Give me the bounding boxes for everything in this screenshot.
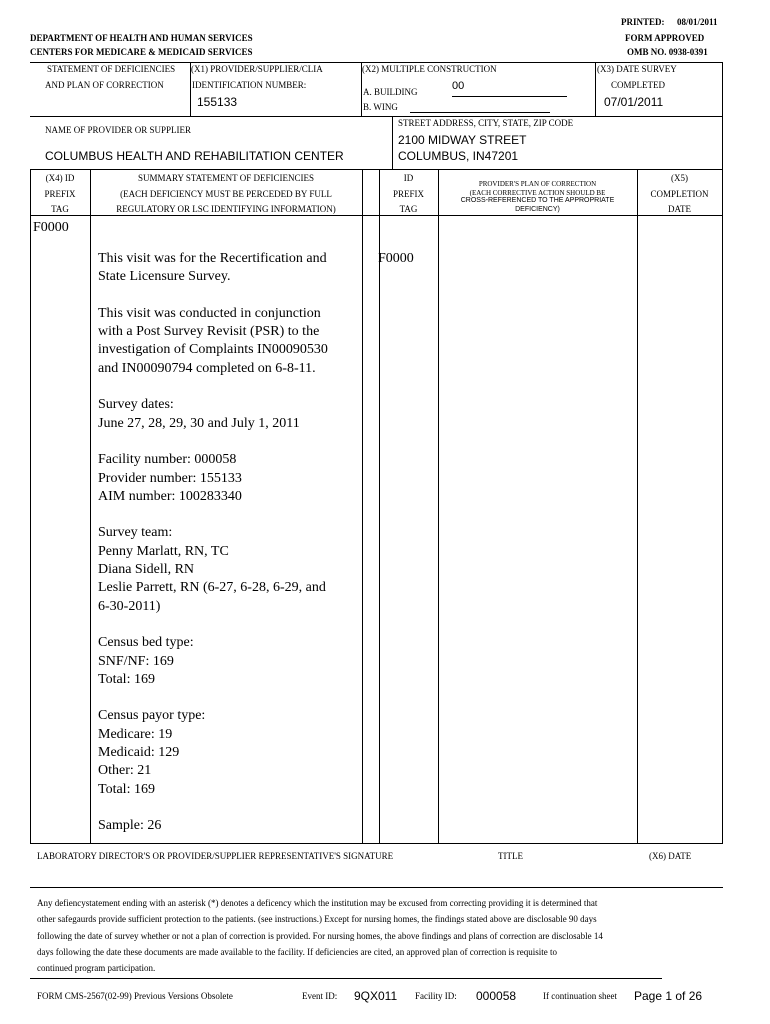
text-line: State Licensure Survey. <box>98 269 231 285</box>
text-paragraph <box>98 451 360 506</box>
rule-h <box>30 169 723 170</box>
director-signature-label: LABORATORY DIRECTOR'S OR PROVIDER/SUPPLIER REPRESENTATIVE'S SIGNATURE <box>37 851 394 861</box>
text-line: Census payor type: <box>98 708 206 724</box>
printed-date: 08/01/2011 <box>677 17 718 27</box>
provider-name-value: COLUMBUS HEALTH AND REHABILITATION CENTER <box>45 149 344 163</box>
rule-v <box>637 169 638 843</box>
facility-id-label: Facility ID: <box>415 991 457 1001</box>
building-underline <box>452 96 567 97</box>
text-line: Medicare: 19 <box>98 726 173 742</box>
plan-header: PROVIDER'S PLAN OF CORRECTION (EACH CORRECTIVE ACTION SHOULD BE CROSS-REFERENCED TO THE APPROPRIATE DEFICIENCY) <box>460 180 615 213</box>
summary-header: SUMMARY STATEMENT OF DEFICIENCIES (EACH DEFICIENCY MUST BE PERCEDED BY FULL REGULATORY OR LSC IDENTIFYING INFORMATION) <box>116 173 336 214</box>
signature-date-label: (X6) DATE <box>649 851 692 861</box>
facility-id-value: 000058 <box>476 989 517 1003</box>
text-line: Total: 169 <box>98 671 155 687</box>
page-number: Page 1 of 26 <box>634 989 703 1003</box>
text-paragraph <box>98 817 360 835</box>
x2-label: (X2) MULTIPLE CONSTRUCTION <box>362 64 497 74</box>
id-prefix-header: ID PREFIX TAG <box>392 173 424 214</box>
department-name: DEPARTMENT OF HEALTH AND HUMAN SERVICES <box>30 33 253 43</box>
text-line: Facility number: 000058 <box>98 452 237 468</box>
rule-v <box>722 169 723 843</box>
text-line: Diana Sidell, RN <box>98 562 195 578</box>
rule-disclaimer-bottom <box>30 978 662 979</box>
rule-v <box>438 169 439 843</box>
form-id: FORM CMS-2567(02-99) Previous Versions Obsolete <box>37 991 233 1001</box>
text-paragraph <box>98 396 360 433</box>
text-line: Penny Marlatt, RN, TC <box>98 543 229 559</box>
x5-header: (X5) COMPLETION DATE <box>650 173 709 214</box>
text-paragraph <box>98 250 360 287</box>
rule-top <box>30 62 723 63</box>
rule-h <box>30 116 723 117</box>
right-tag: F0000 <box>378 251 414 266</box>
agency-name: CENTERS FOR MEDICARE & MEDICAID SERVICES <box>30 47 253 57</box>
text-paragraph <box>98 707 360 798</box>
disclaimer-line: following the date of survey whether or not a plan of correction is provided. For nursing homes, the above findings and plans of correction are disclosable 14 <box>37 930 603 941</box>
continuation-label: If continuation sheet <box>543 991 617 1001</box>
survey-date-value: 07/01/2011 <box>604 95 664 109</box>
x1-sublabel: IDENTIFICATION NUMBER: <box>192 80 307 90</box>
text-line: Total: 169 <box>98 781 155 797</box>
text-paragraph <box>98 524 360 615</box>
text-line: Other: 21 <box>98 763 152 779</box>
text-line: SNF/NF: 169 <box>98 653 174 669</box>
rule-v <box>595 62 596 116</box>
x1-label: (X1) PROVIDER/SUPPLIER/CLIA <box>191 64 323 74</box>
text-line: This visit was for the Recertification and <box>98 251 327 266</box>
provider-name-label: NAME OF PROVIDER OR SUPPLIER <box>45 125 192 135</box>
text-line: Survey team: <box>98 525 173 541</box>
wing-underline <box>410 112 550 113</box>
text-line: Medicaid: 129 <box>98 745 180 761</box>
omb-number: OMB NO. 0938-0391 <box>627 47 708 57</box>
text-line: and IN00090794 completed on 6-8-11. <box>98 360 316 376</box>
deficiency-text <box>98 250 360 854</box>
x3-completed-label: COMPLETED <box>611 80 665 90</box>
text-line: This visit was conducted in conjunction <box>98 305 321 321</box>
text-paragraph <box>98 634 360 689</box>
rule-signature-bottom <box>30 887 723 888</box>
wing-label: B. WING <box>363 102 398 112</box>
text-line: Sample: 26 <box>98 818 162 834</box>
form-approved: FORM APPROVED <box>625 33 705 43</box>
rule-v <box>362 169 363 843</box>
address-line1: 2100 MIDWAY STREET <box>398 133 527 147</box>
title-label: TITLE <box>498 851 523 861</box>
text-line: June 27, 28, 29, 30 and July 1, 2011 <box>98 415 300 431</box>
text-line: Census bed type: <box>98 635 194 651</box>
text-line: AIM number: 100283340 <box>98 488 242 504</box>
event-id-value: 9QX011 <box>354 989 398 1003</box>
address-label: STREET ADDRESS, CITY, STATE, ZIP CODE <box>398 118 574 128</box>
text-line: Leslie Parrett, RN (6-27, 6-28, 6-29, and <box>98 580 326 596</box>
disclaimer-text <box>37 895 717 976</box>
statement-label: STATEMENT OF DEFICIENCIES <box>47 64 176 74</box>
address-line2: COLUMBUS, IN47201 <box>398 149 519 163</box>
disclaimer-line: other safegaurds provide sufficient protection to the patients. (see instructions.) Except for nursing homes, the findings stated above are disclosable 90 days <box>37 914 597 925</box>
rule-v <box>90 169 91 843</box>
provider-id-value: 155133 <box>197 95 238 109</box>
printed-label: PRINTED: <box>621 17 665 27</box>
x4-header: (X4) ID PREFIX TAG <box>44 173 76 214</box>
text-line: investigation of Complaints IN00090530 <box>98 342 328 358</box>
x3-label: (X3) DATE SURVEY <box>597 64 677 74</box>
text-line: Survey dates: <box>98 397 174 413</box>
text-line: with a Post Survey Revisit (PSR) to the <box>98 324 320 340</box>
disclaimer-line: Any defiencystatement ending with an asterisk (*) denotes a deficency which the institution may be excused from correcting providing it is determined that <box>37 898 598 908</box>
building-value: 00 <box>452 80 465 92</box>
event-id-label: Event ID: <box>302 991 338 1001</box>
disclaimer-line: continued program participation. <box>37 963 156 974</box>
text-paragraph <box>98 305 360 378</box>
rule-v <box>30 169 31 843</box>
left-tag: F0000 <box>33 220 69 235</box>
rule-v <box>392 116 393 169</box>
plan-label: AND PLAN OF CORRECTION <box>45 80 164 90</box>
disclaimer-line: days following the date these documents are made available to the facility. If deficiencies are cited, an approved plan of correction is requisite to <box>37 946 557 957</box>
rule-v <box>379 169 380 843</box>
building-label: A. BUILDING <box>363 87 418 97</box>
text-line: Provider number: 155133 <box>98 470 242 486</box>
text-line: 6-30-2011) <box>98 598 161 614</box>
